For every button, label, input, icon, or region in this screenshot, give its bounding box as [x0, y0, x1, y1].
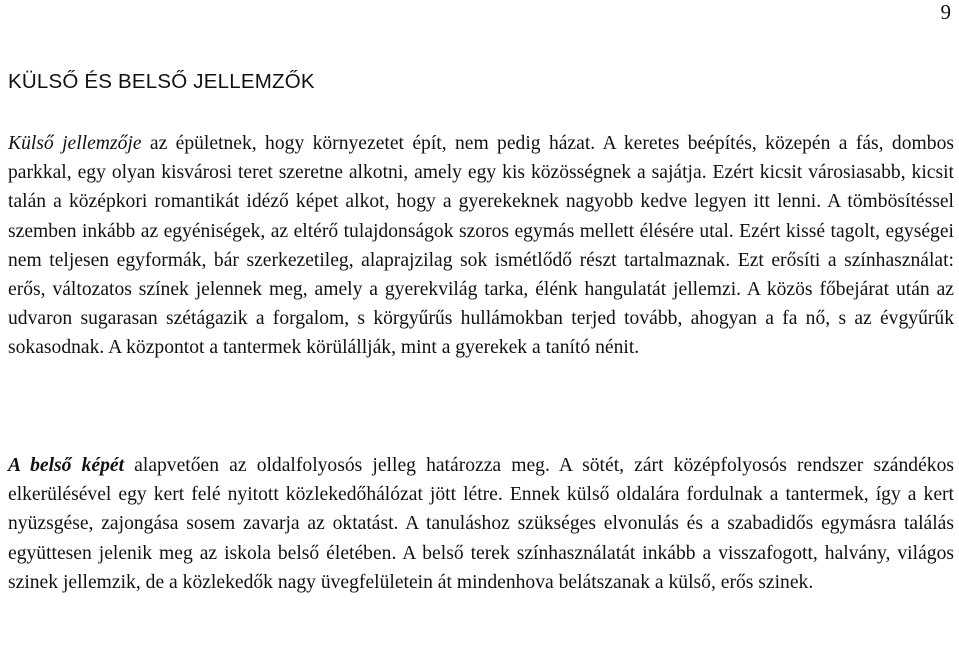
paragraph-lead-interior: A belső képét [8, 455, 125, 476]
paragraph-body-exterior: az épületnek, hogy környezetet épít, nem pedig házat. A keretes beépítés, közepén a fás, dombos parkkal, egy olyan kisvárosi teret szeretne alkotni, amely egy kis közösségnek a sajátja. Ezért kicsit városiasabb, kicsit talán a középkori romantikát idéző képet alkot, hogy a gyerekeknek nagyobb kedve legyen itt lenni. A tömbösítéssel szemben inkább az egyéniségek, az eltérő tulajdonságok szoros egymás mellett élésére utal. Ezért kissé tagolt, egységei nem teljesen egyformák, bár szerkezetileg, alaprajzilag sok ismétlődő részt tartalmaznak. Ezt erősíti a színhasználat: erős, változatos színek jelennek meg, amely a gyerekvilág tarka, élénk hangulatát jellemzi. A közös főbejárat után az udvaron sugarasan szétágazik a forgalom, s körgyűrűs hullámokban terjed tovább, ahogyan a fa nő, s az évgyűrűk sokasodnak. A központot a tantermek körülállják, mint a gyerekek a tanító nénit. [8, 133, 954, 359]
paragraph-exterior [8, 129, 954, 363]
paragraph-interior [8, 451, 954, 597]
page-number: 9 [940, 0, 951, 24]
paragraph-lead-exterior: Külső jellemzője [8, 133, 142, 154]
paragraph-body-interior: alapvetően az oldalfolyosós jelleg határozza meg. A sötét, zárt középfolyosós rendszer szándékos elkerülésével egy kert felé nyitott közlekedőhálózat jött létre. Ennek külső oldalára fordulnak a tantermek, így a kert nyüzsgése, zajongása sosem zavarja az oktatást. A tanuláshoz szükséges elvonulás és a szabadidős egymásra találás együttesen jelenik meg az iskola belső életében. A belső terek színhasználatát inkább a visszafogott, halvány, világos szinek jellemzik, de a közlekedők nagy üvegfelületein át mindenhova belátszanak a külső, erős szinek. [8, 455, 954, 593]
section-heading: KÜLSŐ ÉS BELSŐ JELLEMZŐK [8, 70, 315, 93]
